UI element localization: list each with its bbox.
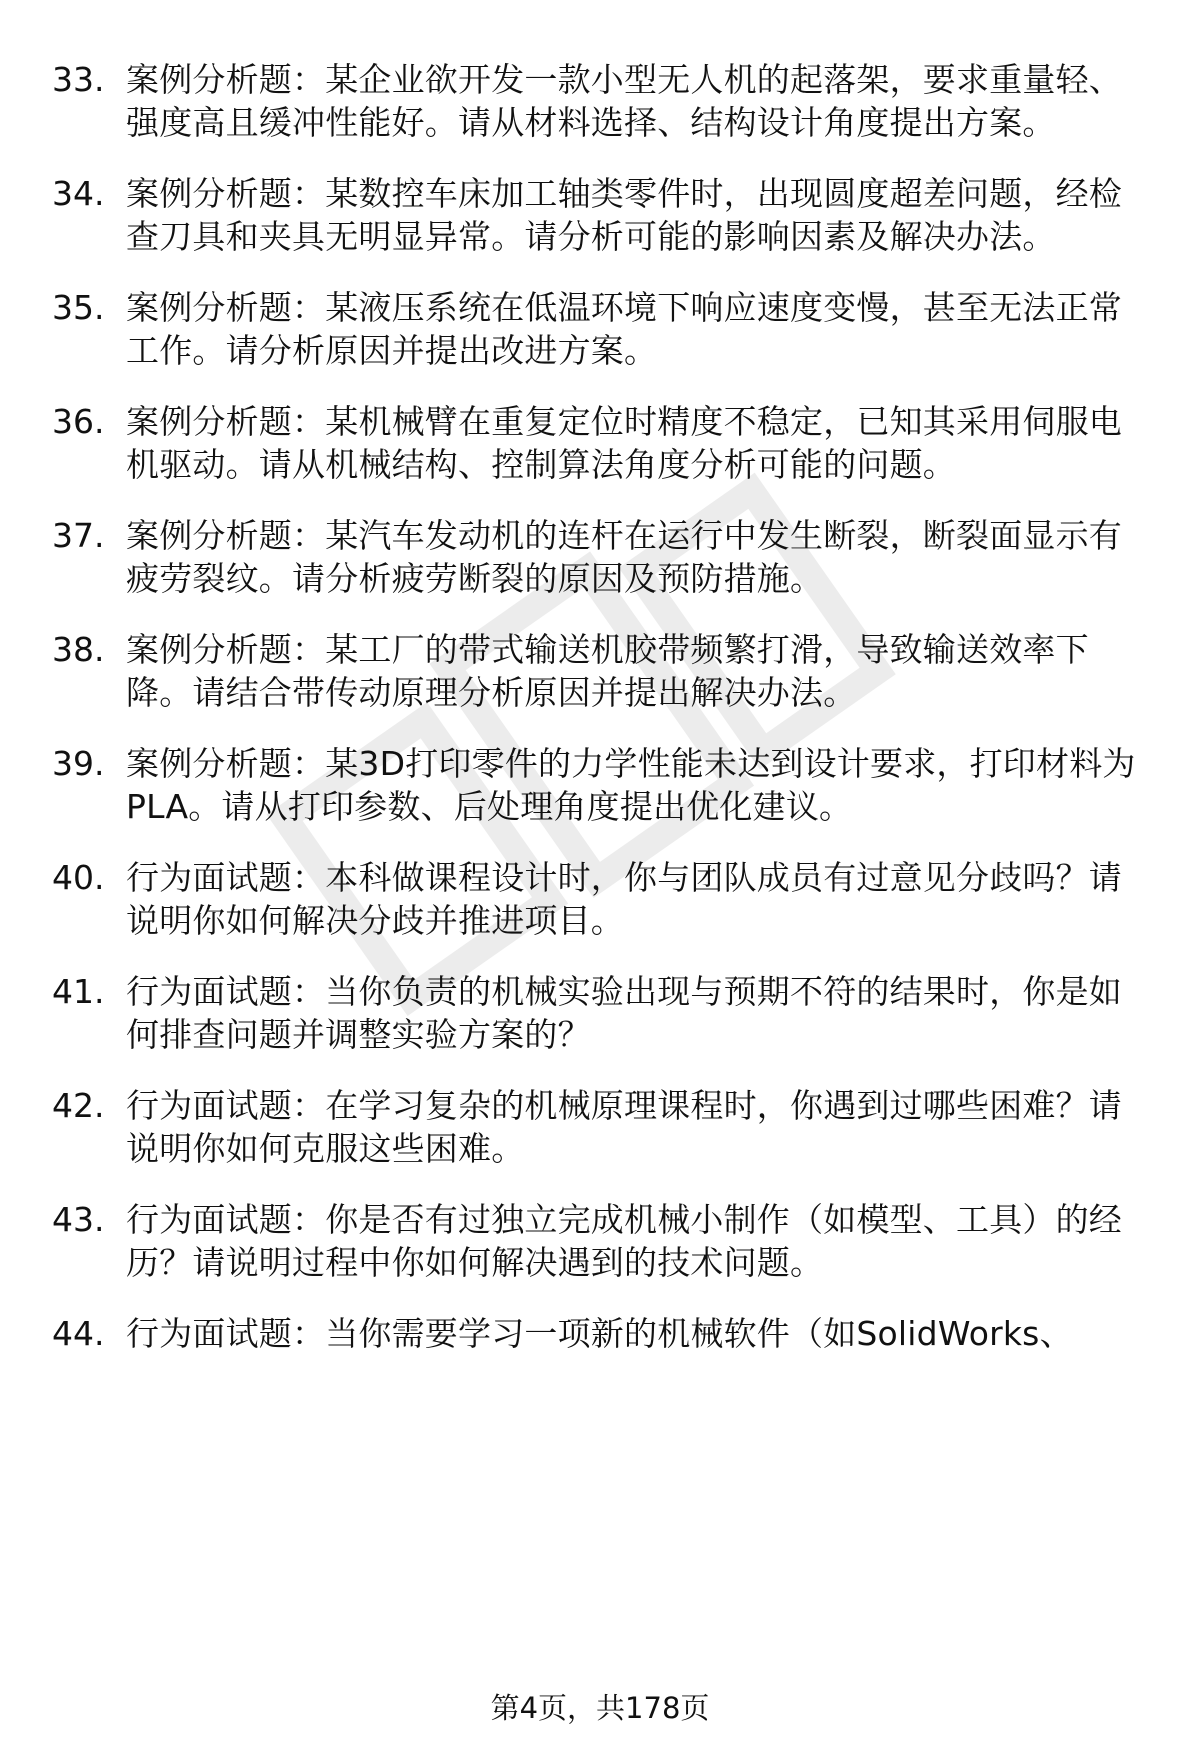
question-number: 41. xyxy=(52,972,105,1011)
question-text: 行为面试题：当你负责的机械实验出现与预期不符的结果时，你是如何排查问题并调整实验方案的？ xyxy=(126,972,1122,1054)
question-item xyxy=(52,514,1152,600)
question-text: 案例分析题：某企业欲开发一款小型无人机的起落架，要求重量轻、强度高且缓冲性能好。请从材料选择、结构设计角度提出方案。 xyxy=(126,60,1122,142)
question-text: 案例分析题：某数控车床加工轴类零件时，出现圆度超差问题，经检查刀具和夹具无明显异常。请分析可能的影响因素及解决办法。 xyxy=(126,174,1122,256)
question-number: 33. xyxy=(52,60,105,99)
question-text: 案例分析题：某机械臂在重复定位时精度不稳定，已知其采用伺服电机驱动。请从机械结构、控制算法角度分析可能的问题。 xyxy=(126,402,1122,484)
question-text: 行为面试题：在学习复杂的机械原理课程时，你遇到过哪些困难？请说明你如何克服这些困难。 xyxy=(126,1086,1122,1168)
page-number-label: 第4页，共178页 xyxy=(490,1691,710,1725)
question-text: 案例分析题：某汽车发动机的连杆在运行中发生断裂，断裂面显示有疲劳裂纹。请分析疲劳断裂的原因及预防措施。 xyxy=(126,516,1122,598)
question-item xyxy=(52,1198,1152,1284)
question-number: 34. xyxy=(52,174,105,213)
question-item xyxy=(52,1312,1152,1355)
question-item xyxy=(52,628,1152,714)
question-item xyxy=(52,400,1152,486)
question-text: 行为面试题：你是否有过独立完成机械小制作（如模型、工具）的经历？请说明过程中你如何解决遇到的技术问题。 xyxy=(126,1200,1122,1282)
question-number: 42. xyxy=(52,1086,105,1125)
question-text: 案例分析题：某3D打印零件的力学性能未达到设计要求，打印材料为PLA。请从打印参数、后处理角度提出优化建议。 xyxy=(126,744,1136,826)
question-number: 36. xyxy=(52,402,105,441)
question-number: 44. xyxy=(52,1314,105,1353)
question-item xyxy=(52,856,1152,942)
question-item xyxy=(52,1084,1152,1170)
question-item xyxy=(52,172,1152,258)
question-number: 38. xyxy=(52,630,105,669)
question-number: 43. xyxy=(52,1200,105,1239)
question-item xyxy=(52,970,1152,1056)
question-item xyxy=(52,742,1152,828)
question-text: 行为面试题：本科做课程设计时，你与团队成员有过意见分歧吗？请说明你如何解决分歧并推进项目。 xyxy=(126,858,1122,940)
question-text: 案例分析题：某工厂的带式输送机胶带频繁打滑，导致输送效率下降。请结合带传动原理分析原因并提出解决办法。 xyxy=(126,630,1089,712)
question-item xyxy=(52,286,1152,372)
question-number: 35. xyxy=(52,288,105,327)
question-number: 39. xyxy=(52,744,105,783)
question-number: 37. xyxy=(52,516,105,555)
page-footer xyxy=(0,1688,1200,1728)
question-text: 行为面试题：当你需要学习一项新的机械软件（如SolidWorks、 xyxy=(126,1314,1073,1353)
question-number: 40. xyxy=(52,858,105,897)
question-item xyxy=(52,58,1152,144)
question-text: 案例分析题：某液压系统在低温环境下响应速度变慢，甚至无法正常工作。请分析原因并提出改进方案。 xyxy=(126,288,1122,370)
question-list xyxy=(52,58,1152,1383)
